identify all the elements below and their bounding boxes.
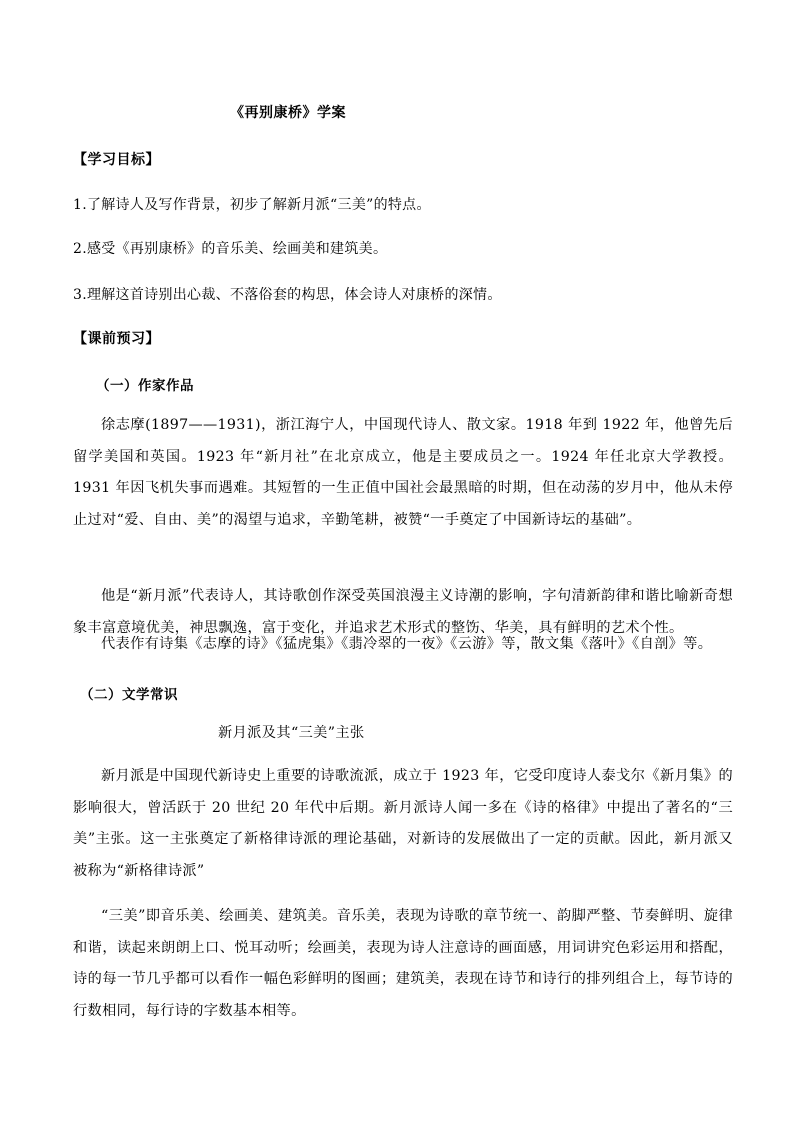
objective-item-3: 3.理解这首诗别出心裁、不落俗套的构思，体会诗人对康桥的深情。: [73, 287, 502, 303]
literature-paragraph-2: “三美”即音乐美、绘画美、建筑美。音乐美，表现为诗歌的章节统一、韵脚严整、节奏鲜明、旋律和谐，读起来朗朗上口、悦耳动听；绘画美，表现为诗人注意诗的画面感，用词讲究色彩运用和搭配，诗的每一节几乎都可以看作一幅色彩鲜明的图画；建筑美，表现在诗节和诗行的排列组合上，每节诗的行数相同，每行诗的字数基本相等。: [73, 908, 733, 1019]
author-section-heading: （一）作家作品: [96, 378, 194, 394]
objective-item-2: 2.感受《再别康桥》的音乐美、绘画美和建筑美。: [73, 241, 388, 257]
author-paragraph-1: 徐志摩(1897——1931)，浙江海宁人，中国现代诗人、散文家。1918 年到 1922 年，他曾先后留学美国和英国。1923 年“新月社”在北京成立，他是主要成员之一。1924 年任北京大学教授。1931 年因飞机失事而遇难。其短暂的一生正值中国社会最黑暗的时期，但在动荡的岁月中，他从未停止过对“爱、自由、美”的渴望与追求，辛勤笔耕，被赞“一手奠定了中国新诗坛的基础”。: [73, 417, 733, 528]
objectives-heading: 【学习目标】: [73, 152, 160, 168]
author-paragraph-3: 代表作有诗集《志摩的诗》《猛虎集》《翡冷翠的一夜》《云游》等，散文集《落叶》《自剖》等。: [101, 636, 713, 652]
literature-center-heading: 新月派及其“三美”主张: [218, 725, 365, 741]
document-title: 《再别康桥》学案: [230, 105, 346, 121]
preview-heading: 【课前预习】: [73, 331, 160, 347]
literature-section-heading: （二）文学常识: [80, 687, 178, 703]
author-paragraph-2: 他是“新月派”代表诗人，其诗歌创作深受英国浪漫主义诗潮的影响，字句清新韵律和谐比喻新奇想象丰富意境优美，神思飘逸，富于变化，并追求艺术形式的整饬、华美，具有鲜明的艺术个性。: [73, 588, 733, 636]
objective-item-1: 1.了解诗人及写作背景，初步了解新月派“三美”的特点。: [73, 197, 431, 213]
literature-paragraph-1: 新月派是中国现代新诗史上重要的诗歌流派，成立于 1923 年，它受印度诗人泰戈尔《新月集》的影响很大，曾活跃于 20 世纪 20 年代中后期。新月派诗人闻一多在《诗的格律》中提出了著名的“三美”主张。这一主张奠定了新格律诗派的理论基础，对新诗的发展做出了一定的贡献。因此，新月派又被称为“新格律诗派”: [73, 768, 733, 879]
